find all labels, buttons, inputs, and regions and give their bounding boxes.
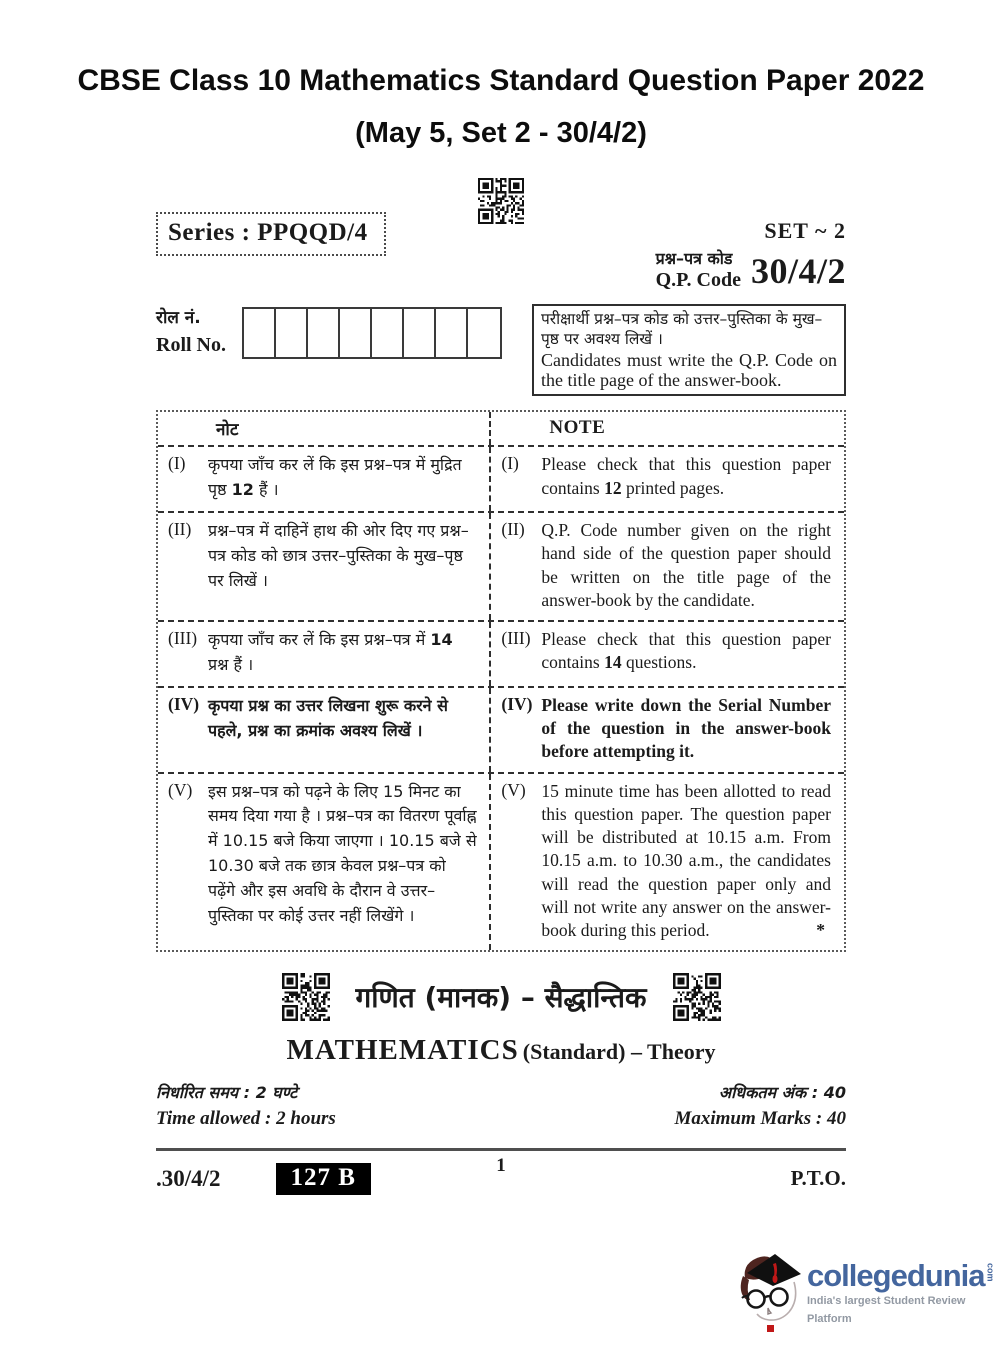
subject-title-english xyxy=(156,1034,846,1067)
note-row-text-english: Q.P. Code number given on the right hand side of the question paper should be written on the title page of the answer-book by the candidate. xyxy=(541,520,831,610)
note-row-text-hindi: प्रश्न–पत्र में दाहिनें हाथ की ओर दिए गए प्रश्न–पत्र कोड को छात्र उत्तर–पुस्तिका के मुख–पृष्ठ पर लिखें । xyxy=(208,521,469,590)
qp-instruction-hindi: परीक्षार्थी प्रश्न–पत्र कोड को उत्तर–पुस्तिका के मुख–पृष्ठ पर अवश्य लिखें । xyxy=(541,309,823,349)
note-row-number: (II) xyxy=(501,519,525,540)
qp-code-value: 30/4/2 xyxy=(750,250,846,291)
qr-code-icon xyxy=(478,178,524,224)
time-allowed-english: Time allowed : 2 hours xyxy=(156,1108,336,1130)
collegedunia-brand-text: collegedunia xyxy=(807,1258,985,1293)
paper-sheet xyxy=(156,178,846,1199)
qr-code-icon xyxy=(673,972,721,1022)
qp-instruction-english: Candidates must write the Q.P. Code on the title page of the answer-book. xyxy=(541,350,837,391)
time-allowed-hindi: निर्धारित समय : 2 घण्टे xyxy=(156,1083,298,1103)
note-row-text-hindi: कृपया प्रश्न का उत्तर लिखना शुरू करने से पहले, प्रश्न का क्रमांक अवश्य लिखें । xyxy=(208,695,448,740)
roll-digit-cell xyxy=(244,309,276,357)
note-row-5 xyxy=(158,774,844,951)
roll-number-label xyxy=(156,304,242,360)
page-title xyxy=(0,0,1002,150)
qp-code-label-hindi: प्रश्न–पत्र कोड xyxy=(655,249,733,269)
collegedunia-tld-text: com xyxy=(985,1263,996,1282)
set-block xyxy=(656,212,846,292)
note-row-text-hindi: कृपया जाँच कर लें कि इस प्रश्न–पत्र में मुद्रित पृष्ठ 12 हैं । xyxy=(208,455,462,500)
batch-stamp: 127 B xyxy=(276,1163,371,1195)
subject-title-row xyxy=(156,972,846,1022)
roll-digit-cell xyxy=(308,309,340,357)
note-table-header xyxy=(158,412,844,447)
page-title-line1: CBSE Class 10 Mathematics Standard Question Paper 2022 xyxy=(77,64,925,97)
note-row-number: (I) xyxy=(168,453,186,474)
note-header-english: NOTE xyxy=(549,417,606,439)
note-row-number: (III) xyxy=(501,628,531,649)
qp-code-label-english: Q.P. Code xyxy=(655,268,741,291)
roll-digit-cell xyxy=(372,309,404,357)
roll-digit-cell xyxy=(404,309,436,357)
page-number: 1 xyxy=(496,1154,506,1176)
note-row-number: (V) xyxy=(168,779,193,800)
collegedunia-tagline: India's largest Student Review Platform xyxy=(807,1295,966,1325)
roll-digit-cell xyxy=(276,309,308,357)
note-row-number: (IV) xyxy=(501,693,533,714)
set-label: SET ~ 2 xyxy=(764,217,846,243)
max-marks-english: Maximum Marks : 40 xyxy=(674,1108,846,1130)
pto-label: P.T.O. xyxy=(790,1166,846,1191)
roll-number-cells xyxy=(242,307,502,359)
note-row-text-hindi: इस प्रश्न–पत्र को पढ़ने के लिए 15 मिनट का समय दिया गया है । प्रश्न–पत्र का वितरण पूर्वाह्न में 10.15 बजे किया जाएगा । 10.15 बजे से 10.30 बजे तक छात्र केवल प्रश्न–पत्र को पढ़ेंगे और इस अवधि के दौरान वे उत्तर–पुस्तिका पर कोई उत्तर नहीं लिखेंगे । xyxy=(208,781,477,925)
note-row-number: (V) xyxy=(501,779,526,800)
subject-name: MATHEMATICS xyxy=(286,1034,519,1067)
roll-digit-cell xyxy=(436,309,468,357)
note-row-2 xyxy=(158,513,844,622)
roll-number-row xyxy=(156,304,846,397)
qp-code-labels xyxy=(656,250,741,291)
max-marks-hindi: अधिकतम अंक : 40 xyxy=(718,1083,846,1103)
qp-code-row xyxy=(656,250,846,292)
roll-label-hindi: रोल नं. xyxy=(156,307,201,328)
note-header-hindi: नोट xyxy=(158,412,491,445)
note-row-text-english: Please check that this question paper contains 14 questions. xyxy=(541,629,831,673)
note-row-number: (III) xyxy=(168,628,198,649)
exam-info xyxy=(156,1081,846,1134)
roll-label-english: Roll No. xyxy=(156,333,226,356)
note-row-text-english: 15 minute time has been allotted to read this question paper. The question paper will be distributed at 10.15 a.m. From 10.15 a.m. to 10.30 a.m., the candidates will read the question paper only and will not write any answer on the answer-book during this period. * xyxy=(541,780,836,943)
note-row-text-hindi: कृपया जाँच कर लें कि इस प्रश्न–पत्र में 14 प्रश्न हैं । xyxy=(208,630,453,674)
footer-divider xyxy=(156,1148,846,1151)
roll-digit-cell xyxy=(340,309,372,357)
note-row-1 xyxy=(158,447,844,513)
paper-code: .30/4/2 xyxy=(156,1165,221,1191)
note-row-text-english: Please check that this question paper contains 12 printed pages. xyxy=(541,454,831,498)
note-table xyxy=(156,410,846,952)
qp-code-instruction-box xyxy=(532,304,846,397)
collegedunia-logo xyxy=(737,1246,1002,1338)
roll-digit-cell xyxy=(468,309,500,357)
series-code-box: Series : PPQQD/4 xyxy=(156,212,386,256)
note-row-number: (IV) xyxy=(168,693,200,714)
qr-code-icon xyxy=(282,972,330,1022)
subject-title-hindi: गणित (मानक) – सैद्धान्तिक xyxy=(355,981,647,1015)
page-title-line2: (May 5, Set 2 - 30/4/2) xyxy=(355,117,647,149)
note-row-4 xyxy=(158,688,844,774)
note-row-text-english: Please write down the Serial Number of the question in the answer-book before attempting it. xyxy=(541,694,831,762)
page-footer xyxy=(156,1154,846,1199)
note-row-number: (I) xyxy=(501,453,519,474)
footnote-asterisk: * xyxy=(816,920,825,941)
note-row-3 xyxy=(158,622,844,688)
collegedunia-mascot-icon xyxy=(737,1246,803,1338)
note-row-number: (II) xyxy=(168,519,192,540)
subject-qualifier: (Standard) – Theory xyxy=(522,1039,716,1065)
series-row xyxy=(156,212,846,292)
